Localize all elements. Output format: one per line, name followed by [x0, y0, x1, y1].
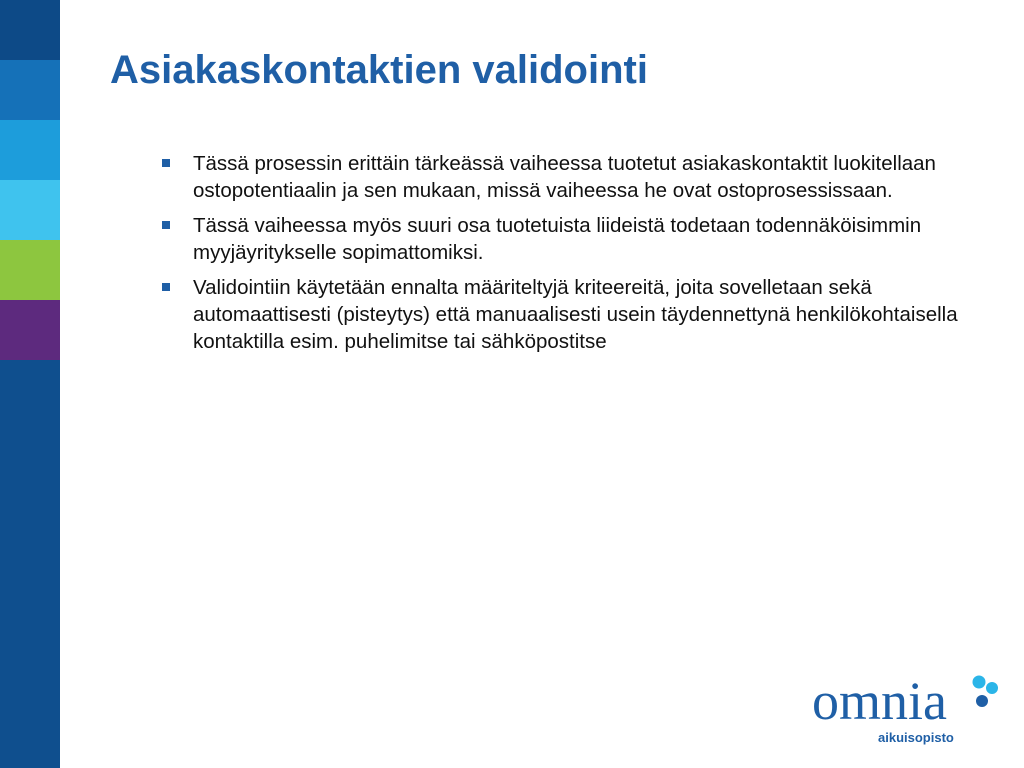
side-block-green [0, 240, 60, 300]
square-bullet-icon [162, 159, 170, 167]
logo-dot-bottom [976, 695, 988, 707]
square-bullet-icon [162, 221, 170, 229]
bullet-text: Tässä prosessin erittäin tärkeässä vaiheessa tuotetut asiakaskontaktit luokitellaan ostopotentiaalin ja sen mukaan, missä vaiheessa he ovat ostoprosessissaan. [193, 152, 936, 202]
side-block-cyan [0, 120, 60, 180]
side-color-bar [0, 0, 60, 768]
slide-title: Asiakaskontaktien validointi [110, 48, 648, 92]
side-block-purple [0, 300, 60, 360]
bullet-text: Tässä vaiheessa myös suuri osa tuotetuista liideistä todetaan todennäköisimmin myyjäyritykselle sopimattomiksi. [193, 214, 922, 264]
square-bullet-icon [162, 283, 170, 291]
side-block-light-cyan [0, 180, 60, 240]
side-block-blue [0, 60, 60, 120]
bullet-list [160, 150, 990, 363]
bullet-text: Validointiin käytetään ennalta määriteltyjä kriteereitä, joita sovelletaan sekä automaattisesti (pisteytys) että manuaalisesti usein täydennettynä henkilökohtaisella kontaktilla esim. puhelimitse tai sähköpostitse [193, 276, 958, 353]
omnia-logo [812, 670, 1002, 755]
side-block-dark-blue [0, 0, 60, 60]
bullet-item [160, 212, 990, 266]
bullet-item [160, 274, 990, 355]
logo-dot-top [973, 676, 986, 689]
logo-subtitle: aikuisopisto [878, 730, 954, 745]
logo-wordmark: omnia [812, 671, 947, 731]
logo-dot-right [986, 682, 998, 694]
bullet-item [160, 150, 990, 204]
molecule-logo-icon [964, 674, 1000, 710]
